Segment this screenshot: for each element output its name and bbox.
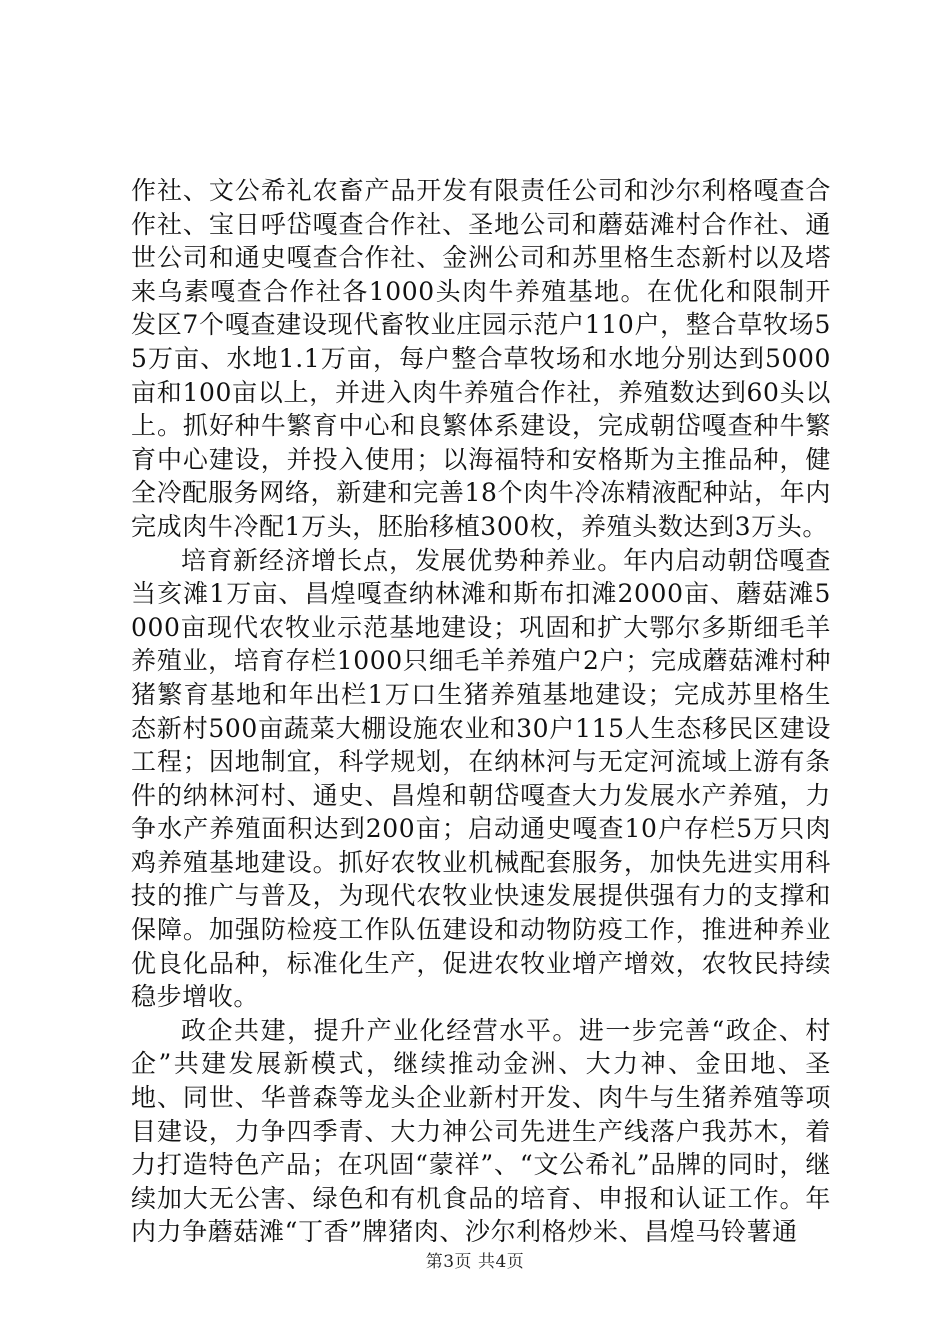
paragraph-economic-growth: 培育新经济增长点，发展优势种养业。年内启动朝岱嘎查当亥滩1万亩、昌煌嘎查纳林滩和斯布扣滩2000亩、蘑菇滩5000亩现代农牧业示范基地建设；巩固和扩大鄂尔多斯细毛羊养殖业，培育存栏1000只细毛羊养殖户2户；完成蘑菇滩村种猪繁育基地和年出栏1万口生猪养殖基地建设；完成苏里格生态新村500亩蔬菜大棚设施农业和30户115人生态移民区建设工程；因地制宜，科学规划，在纳林河与无定河流域上游有条件的纳林河村、通史、昌煌和朝岱嘎查大力发展水产养殖，力争水产养殖面积达到200亩；启动通史嘎查10户存栏5万只肉鸡养殖基地建设。抓好农牧业机械配套服务，加快先进实用科技的推广与普及，为现代农牧业快速发展提供强有力的支撑和保障。加强防检疫工作队伍建设和动物防疫工作，推进种养业优良化品种，标准化生产，促进农牧业增产增效，农牧民持续稳步增收。 xyxy=(131,545,831,1012)
page-number-footer: 第3页 共4页 xyxy=(425,1252,525,1272)
paragraph-continued: 作社、文公希礼农畜产品开发有限责任公司和沙尔利格嘎查合作社、宝日呼岱嘎查合作社、圣地公司和蘑菇滩村合作社、通世公司和通史嘎查合作社、金洲公司和苏里格生态新村以及塔来乌素嘎查合作社各1000头肉牛养殖基地。在优化和限制开发区7个嘎查建设现代畜牧业庄园示范户110户，整合草牧场55万亩、水地1.1万亩，每户整合草牧场和水地分别达到5000亩和100亩以上，并进入肉牛养殖合作社，养殖数达到60头以上。抓好种牛繁育中心和良繁体系建设，完成朝岱嘎查种牛繁育中心建设，并投入使用；以海福特和安格斯为主推品种，健全冷配服务网络，新建和完善18个肉牛冷冻精液配种站，年内完成肉牛冷配1万头，胚胎移植300枚，养殖头数达到3万头。 xyxy=(131,176,831,541)
paragraph-government-enterprise: 政企共建，提升产业化经营水平。进一步完善“政企、村企”共建发展新模式，继续推动金洲、大力神、金田地、圣地、同世、华普森等龙头企业新村开发、肉牛与生猪养殖等项目建设，力争四季青、大力神公司先进生产线落户我苏木，着力打造特色产品；在巩固“蒙祥”、“文公希礼”品牌的同时，继续加大无公害、绿色和有机食品的培育、申报和认证工作。年内力争蘑菇滩“丁香”牌猪肉、沙尔利格炒米、昌煌马铃薯通 xyxy=(131,1015,831,1247)
document-body xyxy=(131,174,831,1249)
